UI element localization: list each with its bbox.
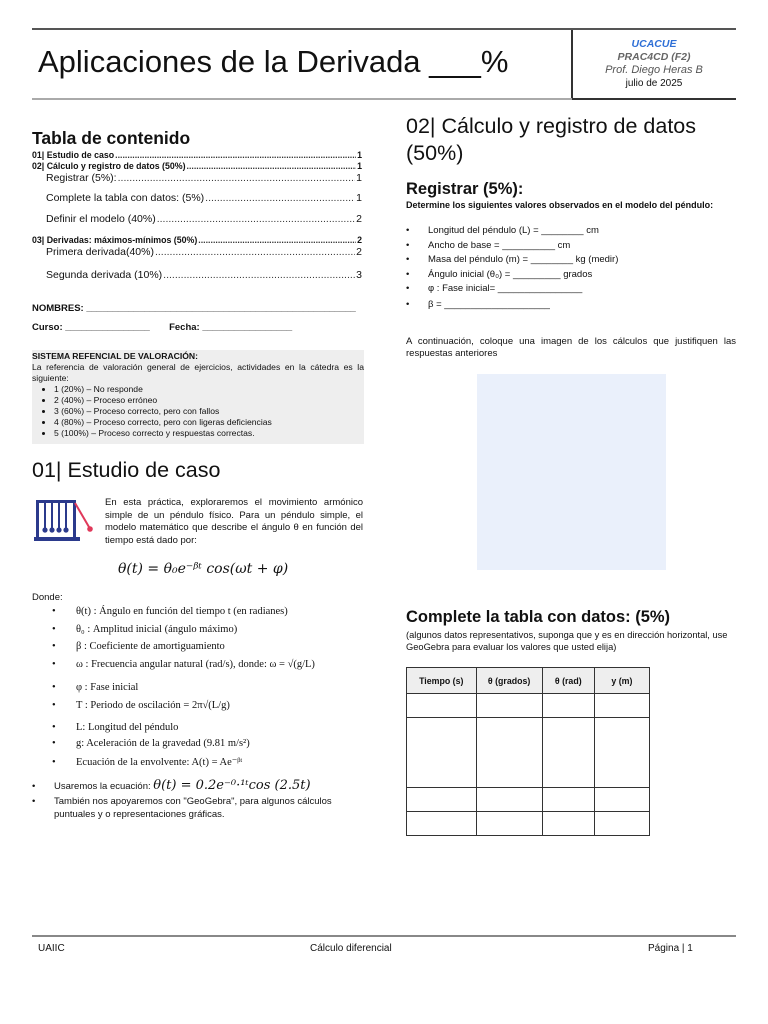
header-bottom-rule-right xyxy=(572,98,736,100)
table-heading: Complete la tabla con datos: (5%) xyxy=(406,608,671,626)
grading-title: SISTEMA REFENCIAL DE VALORACIÓN: xyxy=(32,351,198,361)
definition-item: • β : Coeficiente de amortiguamiento xyxy=(52,641,225,652)
footer-center: Cálculo diferencial xyxy=(310,943,392,954)
geogebra-item: • También nos apoyaremos con "GeoGebra", para algunos cálculos puntuales y o representaciones gráficas. xyxy=(32,796,332,820)
page-number: Página | 1 xyxy=(648,943,693,954)
definition-item: • L: Longitud del péndulo xyxy=(52,722,179,733)
table-cell[interactable] xyxy=(542,694,594,718)
definition-item: • θ(t) : Ángulo en función del tiempo t (en radianes) xyxy=(52,606,288,617)
case-intro: En esta práctica, exploraremos el movimiento armónico simple de un péndulo físico. Para un péndulo simple, el modelo matemático que describe el ángulo θ en función del tiempo está dado por: xyxy=(105,497,363,546)
institution-name: UCACUE xyxy=(631,38,677,50)
usage-equation: θ(t) = 0.2e⁻⁰·¹ᵗcos (2.5t) xyxy=(153,778,311,793)
course-field[interactable]: Curso: ________________ xyxy=(32,322,150,333)
registrar-heading: Registrar (5%): xyxy=(406,180,524,198)
table-header-row xyxy=(407,668,650,694)
footer-rule xyxy=(32,935,736,937)
toc-link[interactable]: Definir el modelo (40%) ..... 2 xyxy=(32,213,362,233)
registrar-item[interactable]: • Ancho de base = __________ cm xyxy=(406,239,571,251)
data-table xyxy=(406,667,650,836)
grading-item: • 4 (80%) – Proceso correcto, pero con ligeras deficiencias xyxy=(54,417,364,428)
grading-item: • 3 (60%) – Proceso correcto, pero con fallos xyxy=(54,406,364,417)
grading-item: • 1 (20%) – No responde xyxy=(54,384,364,395)
toc-link[interactable]: Registrar (5%): ..... 1 xyxy=(32,172,362,192)
toc-link[interactable]: 02| Cálculo y registro de datos (50%) ..... 1 xyxy=(32,161,362,172)
header-info xyxy=(574,38,734,90)
definition-item: • g: Aceleración de la gravedad (9.81 m/s²) xyxy=(52,738,250,749)
footer-left: UAIIC xyxy=(38,943,65,954)
registrar-item[interactable]: • β = ____________________ xyxy=(406,299,550,310)
table-cell[interactable] xyxy=(476,812,542,836)
registrar-item[interactable]: • φ : Fase inicial= ________________ xyxy=(406,283,583,294)
table-cell[interactable] xyxy=(542,812,594,836)
pendulum-icon xyxy=(33,497,93,549)
table-cell[interactable] xyxy=(407,788,477,812)
table-header: y (m) xyxy=(594,668,649,694)
table-cell[interactable] xyxy=(407,718,477,788)
table-cell[interactable] xyxy=(407,812,477,836)
definition-item: • φ : Fase inicial xyxy=(52,682,139,693)
course-code: PRAC4CD (F2) xyxy=(617,51,691,63)
table-cell[interactable] xyxy=(476,718,542,788)
registrar-item[interactable]: • Masa del péndulo (m) = ________ kg (medir) xyxy=(406,254,619,265)
document-title: Aplicaciones de la Derivada ___% xyxy=(38,44,509,79)
course-date-fields xyxy=(32,322,292,333)
table-cell[interactable] xyxy=(476,788,542,812)
toc-title: Tabla de contenido xyxy=(32,128,191,148)
definition-item: • Ecuación de la envolvente: A(t) = Ae⁻ᵝᵗ xyxy=(52,757,243,768)
section-heading-calculo: 02| Cálculo y registro de datos (50%) xyxy=(406,114,697,165)
definition-item: • θ₀ : Amplitud inicial (ángulo máximo) xyxy=(52,624,238,635)
table-header: Tiempo (s) xyxy=(407,668,477,694)
table-of-contents xyxy=(32,150,362,289)
table-cell[interactable] xyxy=(407,694,477,718)
table-cell[interactable] xyxy=(542,718,594,788)
donde-label: Donde: xyxy=(32,592,63,603)
table-header: θ (grados) xyxy=(476,668,542,694)
pendulum-equation: θ(t) = θ₀e⁻ᵝᵗ cos(ωt + φ) xyxy=(118,561,289,577)
table-cell[interactable] xyxy=(542,788,594,812)
table-note: (algunos datos representativos, suponga que y es en dirección horizontal, use GeoGebra para evaluar los valores que usted elija) xyxy=(406,630,728,652)
grading-list xyxy=(32,384,364,439)
grading-item: • 5 (100%) – Proceso correcto y respuestas correctas. xyxy=(54,428,364,439)
toc-link[interactable]: 01| Estudio de caso ..... 1 xyxy=(32,150,362,161)
toc-link[interactable]: Segunda derivada (10%) ..... 3 xyxy=(32,269,362,289)
table-cell[interactable] xyxy=(594,718,649,788)
registrar-intro: Determine los siguientes valores observados en el modelo del péndulo: xyxy=(406,200,714,210)
usage-list xyxy=(32,779,372,821)
image-placeholder[interactable] xyxy=(477,374,666,570)
professor-name: Prof. Diego Heras B xyxy=(605,64,703,76)
names-field[interactable]: NOMBRES: ___________________________________________________ xyxy=(32,303,356,314)
table-row xyxy=(407,788,650,812)
header-bottom-rule xyxy=(32,98,572,100)
table-row xyxy=(407,694,650,718)
table-row xyxy=(407,812,650,836)
table-header: θ (rad) xyxy=(542,668,594,694)
header-separator xyxy=(571,30,573,100)
definition-item: • T : Periodo de oscilación = 2π√(L/g) xyxy=(52,700,230,711)
table-cell[interactable] xyxy=(476,694,542,718)
registrar-item[interactable]: • Longitud del péndulo (L) = ________ cm xyxy=(406,225,599,236)
table-cell[interactable] xyxy=(594,694,649,718)
section-heading-caso: 01| Estudio de caso xyxy=(32,458,221,482)
toc-link[interactable]: Complete la tabla con datos: (5%) ..... 1 xyxy=(32,192,362,213)
toc-link[interactable]: Primera derivada(40%) ..... 2 xyxy=(32,246,362,266)
usage-item: • Usaremos la ecuación: θ(t) = 0.2e⁻⁰·¹ᵗcos (2.5t) xyxy=(32,778,311,793)
definition-item: • ω : Frecuencia angular natural (rad/s), donde: ω = √(g/L) xyxy=(52,659,315,670)
table-row xyxy=(407,718,650,788)
header-top-rule xyxy=(32,28,736,30)
registrar-item[interactable]: • Ángulo inicial (θ₀) = _________ grados xyxy=(406,268,593,280)
grading-system-box xyxy=(32,350,364,444)
header-date: julio de 2025 xyxy=(625,78,683,89)
registrar-list xyxy=(406,225,736,314)
grading-intro: La referencia de valoración general de ejercicios, actividades en la cátedra es la siguiente: xyxy=(32,362,364,383)
grading-item: • 2 (40%) – Proceso erróneo xyxy=(54,395,364,406)
table-cell[interactable] xyxy=(594,812,649,836)
toc-link[interactable]: 03| Derivadas: máximos-mínimos (50%) ..... 2 xyxy=(32,235,362,246)
table-cell[interactable] xyxy=(594,788,649,812)
continuation-text: A continuación, coloque una imagen de los cálculos que justifiquen las respuestas anteriores xyxy=(406,336,736,359)
date-field[interactable]: Fecha: _________________ xyxy=(169,322,293,333)
